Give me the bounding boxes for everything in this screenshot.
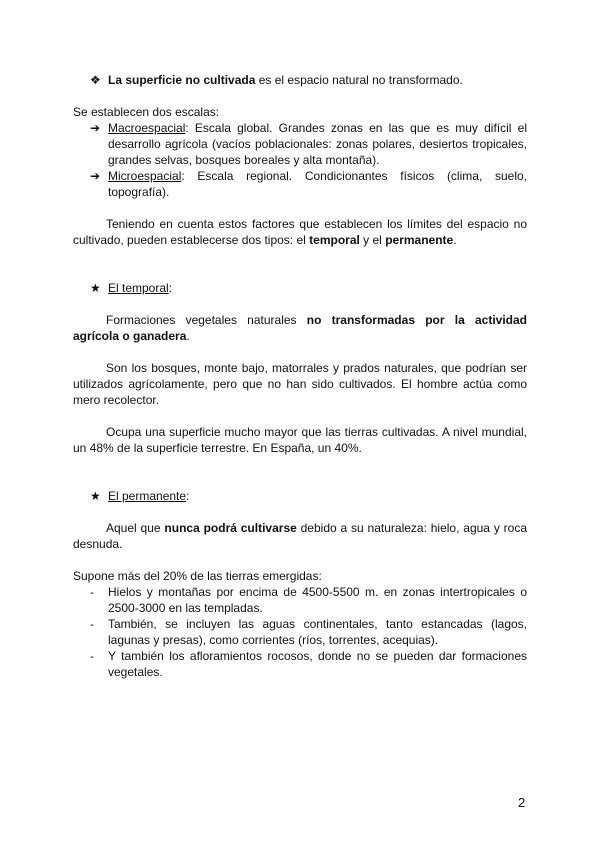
scales-lead: Se establecen dos escalas: [73, 105, 220, 119]
permanente-title: El permanente [108, 489, 187, 503]
page-number: 2 [518, 795, 526, 810]
temporal-p2: Son los bosques, monte bajo, matorrales y prados naturales, que podrían ser utilizados agrícolamente, pero que no han sido cultivados. El hombre actúa como mero recolector. [73, 361, 527, 407]
permanente-p1-end: debido a su naturaleza: hielo, agua y roca desnuda. [73, 521, 528, 551]
dash-bullet: - [90, 585, 94, 599]
permanente-p1-text: Aquel que [106, 521, 165, 535]
types-text: . [453, 233, 457, 247]
scale-item-micro [108, 168, 527, 200]
temporal-p1 [73, 312, 527, 344]
star-bullet-icon: ★ [90, 489, 101, 503]
permanente-p1 [73, 520, 527, 552]
permanente-lead: Supone más del 20% de las tierras emergidas: [73, 569, 322, 583]
temporal-colon: : [168, 281, 173, 295]
intro-line [90, 72, 527, 88]
types-paragraph [73, 216, 527, 248]
scale-item-macro [108, 120, 527, 168]
permanente-heading [90, 488, 527, 504]
star-bullet-icon: ★ [90, 281, 101, 295]
temporal-heading [90, 280, 527, 296]
types-text: Teniendo en cuenta estos factores que establecen los límites del espacio no cultivado, pueden establecerse dos tipos: el [73, 217, 527, 247]
list-item: Hielos y montañas por encima de 4500-5500 m. en zonas intertropicales o 2500-3000 en las templadas. [108, 585, 527, 615]
types-permanente: permanente [385, 233, 454, 247]
scale-text: : Escala regional. Condicionantes físicos (clima, suelo, topografía). [108, 169, 527, 199]
types-text: y el [359, 233, 386, 247]
intro-rest: es el espacio natural no transformado. [255, 73, 463, 87]
scale-text: : Escala global. Grandes zonas en las que es muy difícil el desarrollo agrícola (vacíos poblacionales: zonas polares, desiertos tropicales, grandes selvas, bosques boreales y alta montaña). [108, 121, 527, 167]
temporal-p1-bold: no transformadas por la actividad agrícola o ganadera [73, 313, 528, 343]
list-item: Y también los afloramientos rocosos, donde no se pueden dar formaciones vegetales. [108, 649, 527, 679]
list-item: También, se incluyen las aguas continentales, tanto estancadas (lagos, lagunas y presas), como corrientes (ríos, torrentes, acequias). [108, 617, 527, 647]
scale-term: Microespacial [108, 169, 182, 183]
temporal-p1-text: Formaciones vegetales naturales [106, 313, 307, 327]
diamond-bullet-icon: ❖ [90, 73, 101, 87]
arrow-bullet-icon: ➔ [90, 169, 101, 183]
types-temporal: temporal [309, 233, 360, 247]
temporal-p1-end: . [186, 329, 190, 343]
temporal-p3: Ocupa una superficie mucho mayor que las tierras cultivadas. A nivel mundial, un 48% de la superficie terrestre. En España, un 40%. [73, 425, 527, 455]
temporal-title: El temporal [108, 281, 169, 295]
dash-bullet: - [90, 649, 94, 663]
dash-bullet: - [90, 617, 94, 631]
intro-bold: La superficie no cultivada [108, 73, 256, 87]
scale-term: Macroespacial [108, 121, 186, 135]
arrow-bullet-icon: ➔ [90, 121, 101, 135]
permanente-colon: : [186, 489, 190, 503]
permanente-p1-bold: nunca podrá cultivarse [164, 521, 297, 535]
